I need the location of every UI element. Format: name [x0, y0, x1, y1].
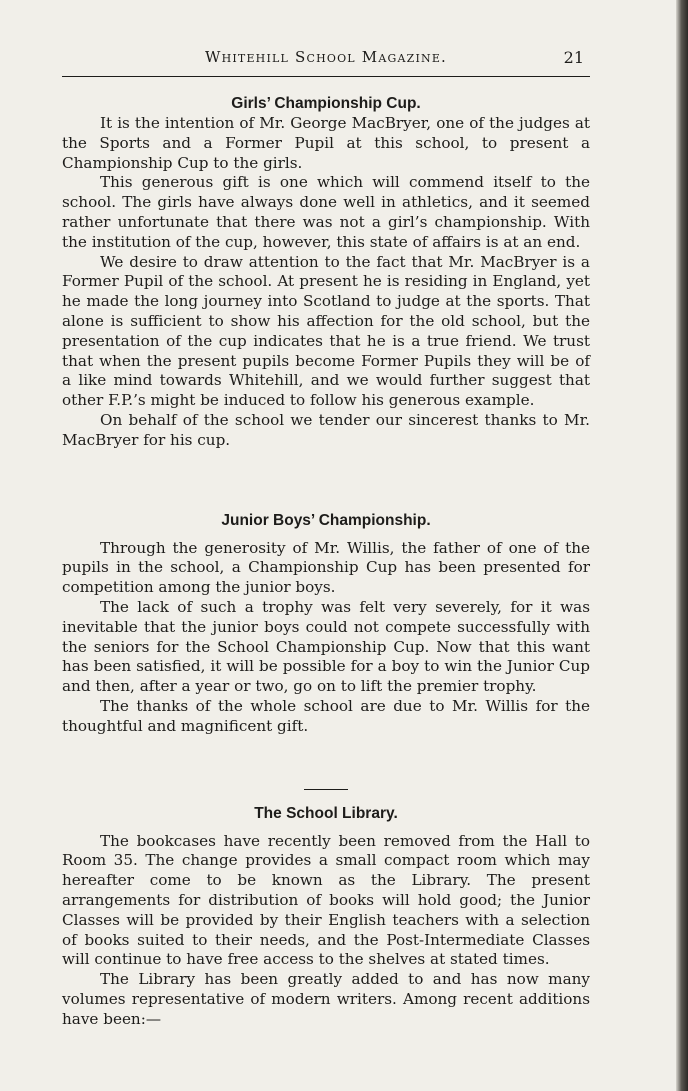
header-rule	[62, 76, 590, 77]
paragraph: The bookcases have recently been removed from the Hall to Room 35. The change provides a small compact room which may hereafter come to be known as the Library. The present arrangements for distribution of books will hold good; the Junior Classes will be provided by their English teachers with a selection of books suited to their needs, and the Post-Intermediate Classes will continue to have free access to the shelves at stated times.	[62, 831, 590, 969]
magazine-title: Whitehill School Magazine.	[204, 48, 448, 66]
page-edge-shadow	[676, 0, 688, 1091]
section-heading: Girls’ Championship Cup.	[231, 95, 421, 112]
section-junior-boys-championship	[62, 511, 590, 737]
paragraph: On behalf of the school we tender our sincerest thanks to Mr. MacBryer for his cup.	[62, 410, 590, 449]
paragraph: We desire to draw attention to the fact that Mr. MacBryer is a Former Pupil of the school. At present he is residing in England, yet he made the long journey into Scotland to judge at the sports. That alone is sufficient to show his affection for the old school, but the presentation of the cup indicates that he is a true friend. We trust that when the present pupils become Former Pupils they will be of a like mind towards Whitehill, and we would further suggest that other F.P.’s might be induced to follow his generous example.	[62, 252, 590, 410]
section-heading: The School Library.	[254, 804, 398, 822]
page-body	[62, 94, 590, 1029]
page-number: 21	[563, 48, 584, 67]
section-spacer	[62, 451, 590, 511]
running-header	[62, 48, 590, 74]
paragraph: This generous gift is one which will commend itself to the school. The girls have always done well in athletics, and it seemed rather unfortunate that there was not a girl’s championship. With the institution of the cup, however, this state of affairs is at an end.	[62, 173, 590, 251]
section-heading: Junior Boys’ Championship.	[221, 511, 431, 529]
paragraph: The Library has been greatly added to and has now many volumes representative of modern writers. Among recent additions have been:—	[62, 970, 590, 1028]
section-girls-championship-cup	[62, 94, 590, 451]
paragraph: The thanks of the whole school are due to Mr. Willis for the thoughtful and magnificent gift.	[62, 696, 590, 735]
paragraph: The lack of such a trophy was felt very severely, for it was inevitable that the junior boys could not compete successfully with the seniors for the School Championship Cup. Now that this want has been satisfied, it will be possible for a boy to win the Junior Cup and then, after a year or two, go on to lift the premier trophy.	[62, 597, 590, 696]
heading-spacer	[62, 824, 590, 832]
section-school-library	[62, 804, 590, 1030]
heading-spacer	[62, 531, 590, 539]
section-spacer	[62, 790, 590, 804]
paragraph: It is the intention of Mr. George MacBryer, one of the judges at the Sports and a Former Pupil at this school, to present a Championship Cup to the girls.	[62, 114, 590, 172]
paragraph: Through the generosity of Mr. Willis, the father of one of the pupils in the school, a Championship Cup has been presented for competition among the junior boys.	[62, 538, 590, 597]
